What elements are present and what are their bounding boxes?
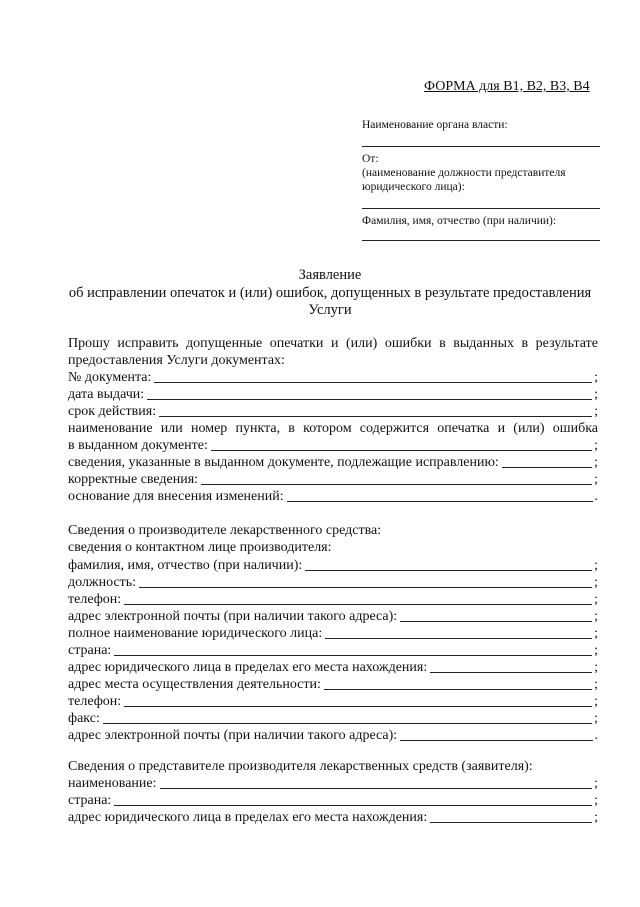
country-label: страна: [68,643,112,658]
grounds-row[interactable] [68,488,598,505]
legal-address-label: адрес юридического лица в пределах его места нахождения: [68,660,428,675]
semicolon: ; [594,472,598,487]
item-name-label: в выданном документе: [68,438,208,453]
semicolon: ; [594,404,598,419]
legal-address-row[interactable] [68,659,598,676]
semicolon: ; [594,677,598,692]
authority-label: Наименование органа власти: [362,119,508,131]
correct-info-label: корректные сведения: [68,472,199,487]
contact-fio-field[interactable] [305,570,592,571]
info-to-fix-row[interactable] [68,454,598,471]
item-name-row[interactable] [68,437,598,454]
rep-name-row[interactable] [68,775,598,792]
contact-fio-label: фамилия, имя, отчество (при наличии): [68,558,303,573]
document-subtitle: об исправлении опечаток и (или) ошибок, допущенных в результате предоставления [68,285,592,301]
info-to-fix-label: сведения, указанные в выданном документе, подлежащие исправлению: [68,455,499,470]
semicolon: ; [594,609,598,624]
request-paragraph: Прошу исправить допущенные опечатки и (или) ошибки в выданных в результате предоставления Услуги документах: [68,336,598,368]
phone-row[interactable] [68,693,598,710]
doc-number-label: № документа: [68,370,152,385]
contact-fio-row[interactable] [68,557,598,574]
semicolon: ; [594,387,598,402]
issue-date-label: дата выдачи: [68,387,145,402]
representative-heading: Сведения о представителе производителя лекарственных средств (заявителя): [68,759,533,774]
semicolon: ; [594,558,598,573]
activity-address-label: адрес места осуществления деятельности: [68,677,321,692]
email-field[interactable] [400,740,592,741]
rep-name-label: наименование: [68,776,157,791]
semicolon: ; [594,438,598,453]
semicolon: ; [594,626,598,641]
semicolon: ; [594,776,598,791]
validity-label: срок действия: [68,404,157,419]
grounds-label: основание для внесения изменений: [68,489,284,504]
fax-field[interactable] [103,723,592,724]
fio-field[interactable] [362,240,600,241]
rep-country-row[interactable] [68,792,598,809]
position-label: (наименование должности представителя юридического лица): [362,167,566,193]
legal-address-field[interactable] [430,672,592,673]
authority-field[interactable] [362,146,600,147]
doc-number-field[interactable] [154,382,592,383]
validity-field[interactable] [159,416,592,417]
rep-legal-address-field[interactable] [430,822,592,823]
semicolon: ; [594,643,598,658]
email-row[interactable] [68,727,598,744]
full-name-field[interactable] [325,638,592,639]
contact-phone-field[interactable] [124,604,592,605]
rep-country-label: страна: [68,793,112,808]
grounds-field[interactable] [287,501,593,502]
from-label: От: [362,153,379,165]
form-tag: ФОРМА для B1, B2, B3, B4 [424,79,590,94]
contact-position-field[interactable] [139,587,592,588]
validity-row[interactable] [68,403,598,420]
contact-phone-label: телефон: [68,592,122,607]
rep-legal-address-label: адрес юридического лица в пределах его места нахождения: [68,810,428,825]
activity-address-row[interactable] [68,676,598,693]
semicolon: ; [594,455,598,470]
document-title: Заявление [298,267,362,283]
fio-label: Фамилия, имя, отчество (при наличии): [362,215,557,227]
contact-phone-row[interactable] [68,591,598,608]
contact-heading: сведения о контактном лице производителя: [68,540,332,555]
semicolon: ; [594,575,598,590]
semicolon: ; [594,711,598,726]
document-subtitle-end: Услуги [308,302,352,318]
activity-address-field[interactable] [324,689,592,690]
country-field[interactable] [114,655,592,656]
item-name-field[interactable] [211,450,592,451]
period: . [594,728,598,743]
contact-email-label: адрес электронной почты (при наличии такого адреса): [68,609,398,624]
phone-label: телефон: [68,694,122,709]
rep-legal-address-row[interactable] [68,809,598,826]
fax-row[interactable] [68,710,598,727]
rep-country-field[interactable] [114,805,592,806]
manufacturer-heading: Сведения о производителе лекарственного средства: [68,523,382,538]
country-row[interactable] [68,642,598,659]
fax-label: факс: [68,711,100,726]
period: . [594,489,598,504]
contact-email-row[interactable] [68,608,598,625]
phone-field[interactable] [124,706,592,707]
semicolon: ; [594,370,598,385]
contact-position-row[interactable] [68,574,598,591]
item-name-label-line1: наименование или номер пункта, в котором содержится опечатка и (или) ошибка [68,421,598,436]
semicolon: ; [594,793,598,808]
semicolon: ; [594,592,598,607]
position-field[interactable] [362,208,600,209]
correct-info-row[interactable] [68,471,598,488]
info-to-fix-field[interactable] [502,467,592,468]
full-name-row[interactable] [68,625,598,642]
email-label: адрес электронной почты (при наличии такого адреса): [68,728,398,743]
semicolon: ; [594,694,598,709]
rep-name-field[interactable] [160,788,593,789]
semicolon: ; [594,810,598,825]
issue-date-field[interactable] [147,399,592,400]
contact-position-label: должность: [68,575,137,590]
semicolon: ; [594,660,598,675]
full-name-label: полное наименование юридического лица: [68,626,323,641]
contact-email-field[interactable] [400,621,592,622]
doc-number-row[interactable] [68,369,598,386]
issue-date-row[interactable] [68,386,598,403]
correct-info-field[interactable] [201,484,592,485]
